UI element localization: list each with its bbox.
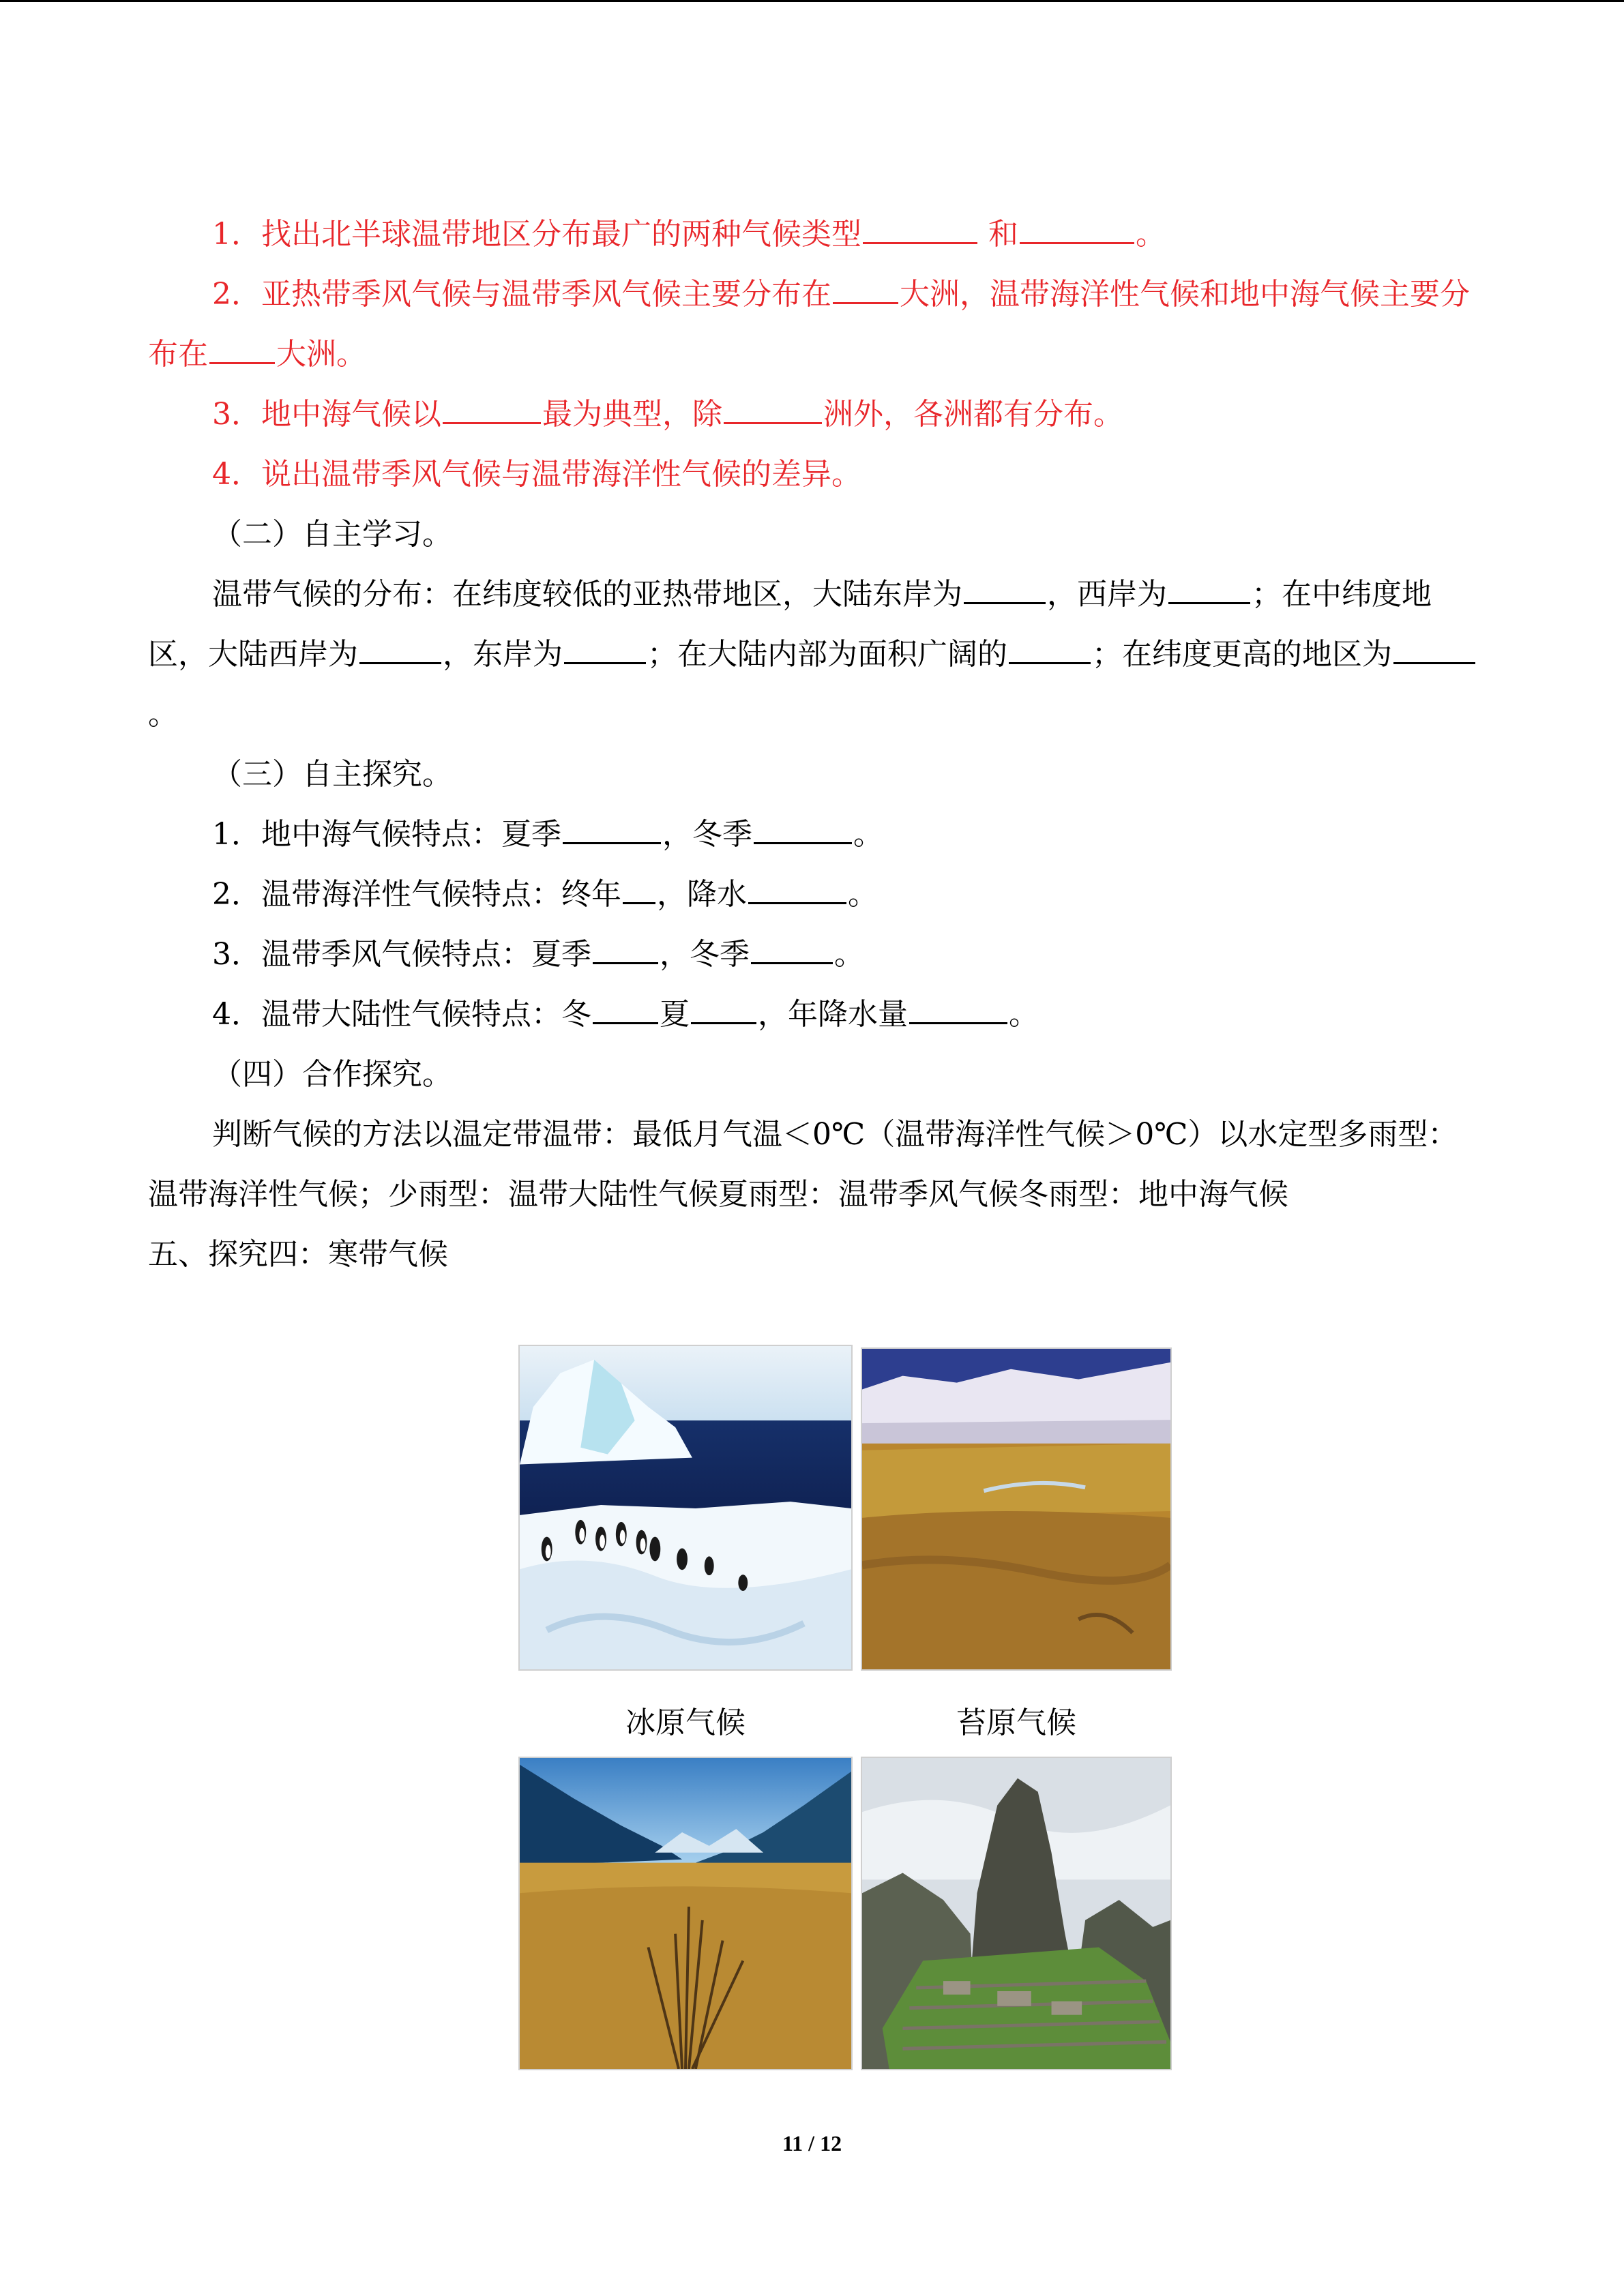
- fill-blank[interactable]: [909, 992, 1007, 1024]
- fill-blank[interactable]: [593, 932, 658, 964]
- fill-blank[interactable]: [748, 872, 846, 904]
- top-border-line: [0, 0, 1624, 2]
- explore-item-3: 3．温带季风气候特点：夏季 ，冬季 。: [148, 925, 1478, 985]
- question-number: 3．: [212, 397, 261, 432]
- section2-paragraph: 温带气候的分布：在纬度较低的亚热带地区，大陆东岸为 ，西岸为 ；在中纬度地区，大陆西岸为 ，东岸为 ；在大陆内部为面积广阔的 ；在纬度更高的地区为。: [148, 565, 1478, 745]
- caption-tundra: 苔原气候: [956, 1705, 1076, 1740]
- highland-mountain-photo: [861, 1757, 1172, 2070]
- fill-blank[interactable]: [754, 812, 852, 844]
- fill-blank[interactable]: [1009, 632, 1091, 664]
- fill-blank[interactable]: [1020, 212, 1134, 244]
- fill-blank[interactable]: [751, 932, 833, 964]
- document-body: [148, 205, 1478, 1285]
- question-3: 3．地中海气候以 最为典型，除 洲外，各洲都有分布。: [148, 385, 1478, 445]
- fill-blank[interactable]: [724, 392, 822, 424]
- fill-blank[interactable]: [593, 992, 658, 1024]
- caption-ice-cap: 冰原气候: [625, 1705, 745, 1740]
- page-number: 11 / 12: [782, 2131, 842, 2156]
- section4-paragraph: 判断气候的方法以温定带温带：最低月气温＜0℃（温带海洋性气候＞0℃）以水定型多雨型：温带海洋性气候；少雨型：温带大陆性气候夏雨型：温带季风气候冬雨型：地中海气候: [148, 1117, 1458, 1212]
- question-2: 2．亚热带季风气候与温带季风气候主要分布在 大洲，温带海洋性气候和地中海气候主要分布在 大洲。: [148, 265, 1478, 385]
- highland-grassland-photo: [518, 1757, 853, 2070]
- fill-blank[interactable]: [691, 992, 756, 1024]
- question-number: 1．: [212, 217, 261, 252]
- fill-blank[interactable]: [964, 572, 1046, 604]
- explore-item-4: 4．温带大陆性气候特点：冬 夏 ，年降水量 。: [148, 985, 1478, 1045]
- question-4: 4．说出温带季风气候与温带海洋性气候的差异。: [212, 457, 861, 492]
- fill-blank[interactable]: [563, 812, 661, 844]
- fill-blank[interactable]: [863, 212, 977, 244]
- question-number: 2．: [212, 277, 261, 312]
- explore-item-1: 1．地中海气候特点：夏季 ，冬季 。: [148, 805, 1478, 865]
- fill-blank[interactable]: [359, 632, 441, 664]
- fill-blank[interactable]: [623, 872, 655, 904]
- question-1: 1．找出北半球温带地区分布最广的两种气候类型 和 。: [148, 205, 1478, 265]
- fill-blank[interactable]: [1393, 632, 1475, 664]
- fill-blank[interactable]: [833, 272, 898, 304]
- section-heading-cold-climate: 五、探究四：寒带气候: [148, 1237, 448, 1272]
- fill-blank[interactable]: [443, 392, 541, 424]
- fill-blank[interactable]: [209, 332, 275, 364]
- tundra-photo: [861, 1347, 1172, 1671]
- section-heading-self-study: （二）自主学习。: [212, 517, 452, 552]
- ice-cap-photo: [518, 1345, 853, 1671]
- explore-item-2: 2．温带海洋性气候特点：终年 ，降水 。: [148, 865, 1478, 925]
- fill-blank[interactable]: [564, 632, 646, 664]
- section-heading-cooperative-explore: （四）合作探究。: [212, 1057, 452, 1092]
- fill-blank[interactable]: [1168, 572, 1250, 604]
- question-number: 4．: [212, 457, 261, 492]
- section-heading-self-explore: （三）自主探究。: [212, 757, 452, 792]
